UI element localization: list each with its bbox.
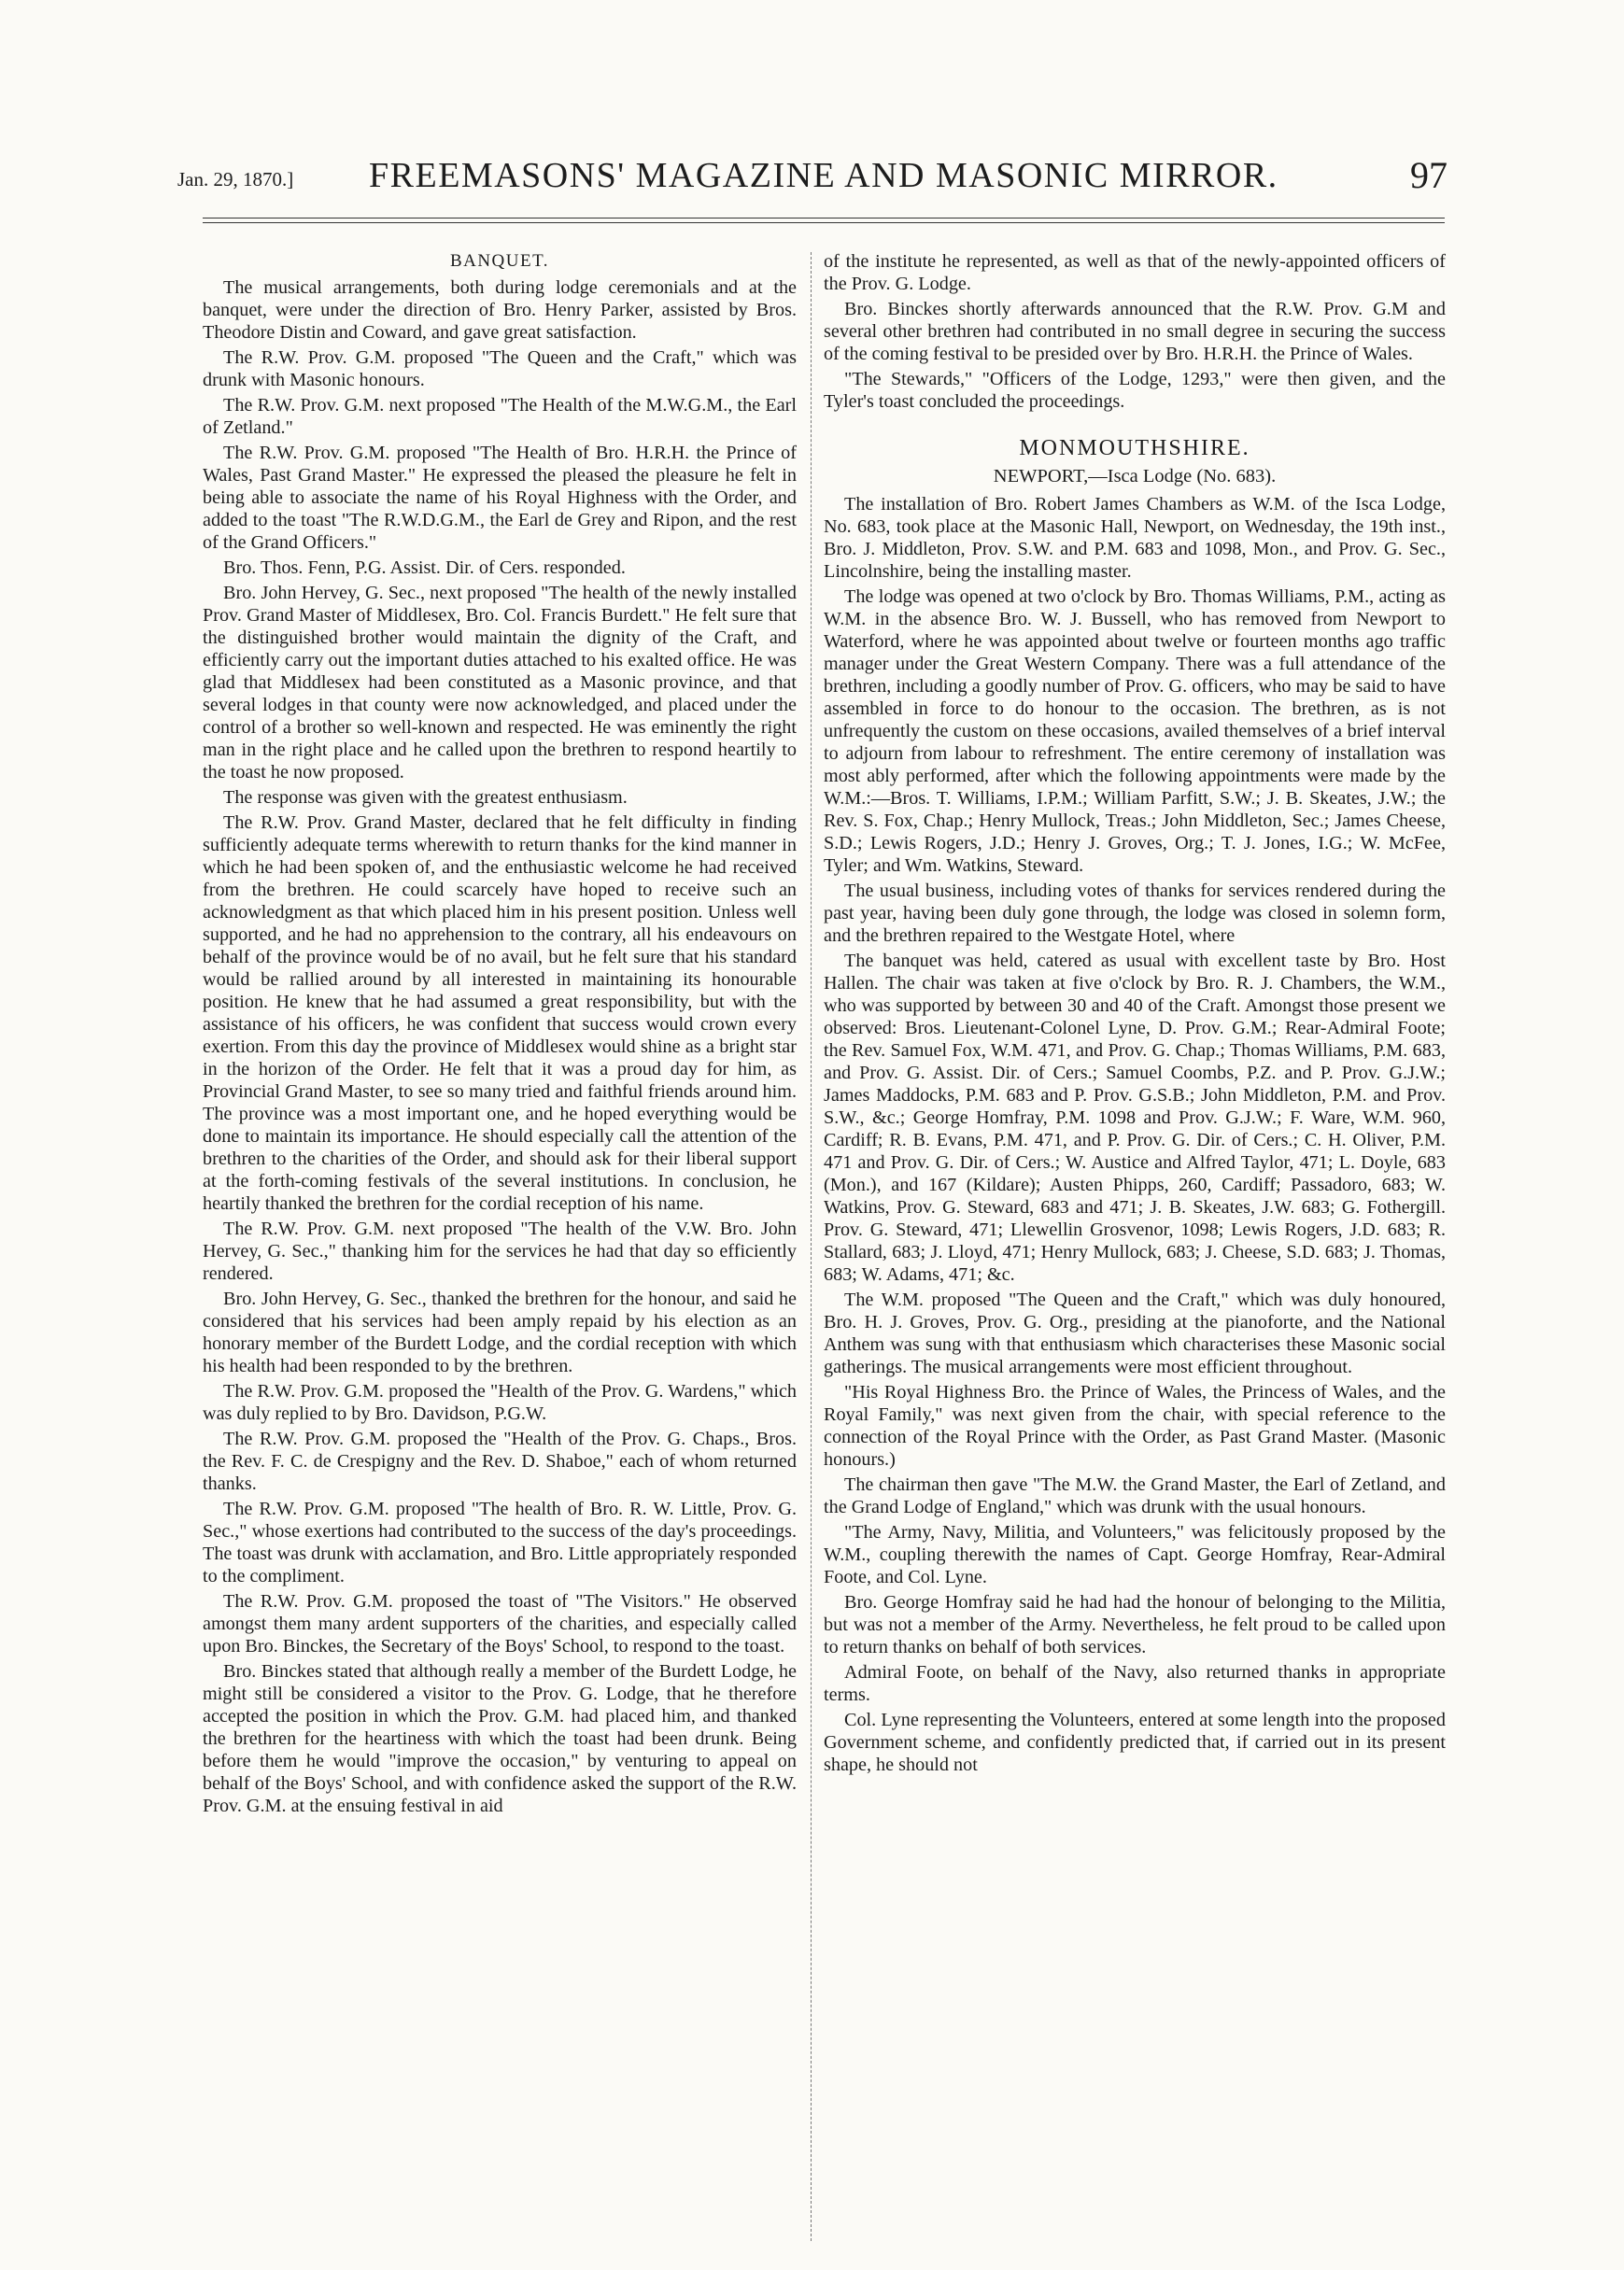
paragraph: The W.M. proposed "The Queen and the Craft," which was duly honoured, Bro. H. J. Groves, Prov. G. Org., presiding at the pianoforte, and the National Anthem was sung with that enthusiasm which characterises these Masonic social gatherings. The musical arrangements were most efficient throughout.	[824, 1290, 1446, 1377]
banquet-heading: BANQUET.	[449, 251, 550, 271]
masthead	[177, 149, 1447, 205]
paragraph: Bro. George Homfray said he had had the honour of belonging to the Militia, but was not a member of the Army. Nevertheless, he felt proud to be called upon to return thanks on behalf of both services.	[824, 1592, 1446, 1657]
paragraph: The R.W. Prov. G.M. next proposed "The Health of the M.W.G.M., the Earl of Zetland."	[203, 395, 797, 438]
paragraph: Bro. Binckes shortly afterwards announced that the R.W. Prov. G.M and several other brethren had contributed in no small degree in securing the success of the coming festival to be presided over by Bro. H.R.H. the Prince of Wales.	[824, 299, 1446, 364]
paragraph: The R.W. Prov. G.M. proposed the toast of "The Visitors." He observed amongst them many ardent supporters of the charities, and especially called upon Bro. Binckes, the Secretary of the Boys' School, to respond to the toast.	[203, 1591, 797, 1657]
masthead-rule-top	[203, 218, 1445, 219]
paragraph: The R.W. Prov. Grand Master, declared that he felt difficulty in finding sufficiently adequate terms wherewith to return thanks for the kind manner in which he had been spoken of, and the enthusiastic welcome he had received from the brethren. He could scarcely have hoped to receive such an acknowledgment as that which placed him in his present position. Unless well supported, and he had no apprehension to the contrary, all his endeavours on behalf of the province would be of no avail, but he felt sure that his standard would be rallied around by all interested in maintaining its honourable position. He knew that he had assumed a great responsibility, but with the assistance of his officers, he was confident that success would crown every exertion. From this day the province of Middlesex would shine as a bright star in the horizon of the Order. He felt that it was a proud day for him, as Provincial Grand Master, to see so many tried and faithful friends around him. The province was a most important one, and he hoped everything would be done to maintain its importance. He should especially call the attention of the brethren to the charities of the Order, and should ask for their liberal support at the forth-coming festivals of the several institutions. In conclusion, he heartily thanked the brethren for the cordial reception of his name.	[203, 812, 797, 1214]
right-column	[824, 250, 1446, 1779]
paragraph: "The Stewards," "Officers of the Lodge, 1293," were then given, and the Tyler's toast concluded the proceedings.	[824, 369, 1446, 412]
paragraph: of the institute he represented, as well as that of the newly-appointed officers of the Prov. G. Lodge.	[824, 251, 1446, 294]
paragraph: The banquet was held, catered as usual with excellent taste by Bro. Host Hallen. The chair was taken at five o'clock by Bro. R. J. Chambers, the W.M., who was supported by between 30 and 40 of the Craft. Amongst those present we observed: Bros. Lieutenant-Colonel Lyne, D. Prov. G.M.; Rear-Admiral Foote; the Rev. Samuel Fox, W.M. 471, and Prov. G. Chap.; Thomas Williams, P.M. 683, and Prov. G. Assist. Dir. of Cers.; Samuel Coombs, P.Z. and P. Prov. G.J.W.; James Maddocks, P.M. 683 and P. Prov. G.S.B.; John Middleton, P.M. and Prov. S.W., &c.; George Homfray, P.M. 1098 and Prov. G.J.W.; F. Ware, W.M. 960, Cardiff; R. B. Evans, P.M. 471, and P. Prov. G. Dir. of Cers.; C. H. Oliver, P.M. 471 and Prov. G. Dir. of Cers.; W. Austice and Alfred Taylor, 471; L. Doyle, 683 (Mon.), and 167 (Kildare); Austen Phipps, 260, Cardiff; Passadoro, 683; W. Watkins, Prov. G. Steward, 683 and 471; J. B. Skeates, J.W. 683; G. Fothergill. Prov. G. Steward, 471; Llewellin Grosvenor, 1098; Lewis Rogers, J.D. 683; R. Stallard, 683; J. Lloyd, 471; Henry Mullock, 683; J. Cheese, S.D. 683; J. Thomas, 683; W. Adams, 471; &c.	[824, 951, 1446, 1285]
left-column	[203, 250, 797, 1820]
paragraph: The R.W. Prov. G.M. proposed "The Queen and the Craft," which was drunk with Masonic honours.	[203, 347, 797, 390]
paragraph: Bro. Binckes stated that although really a member of the Burdett Lodge, he might still be considered a visitor to the Prov. G. Lodge, that he therefore accepted the position in which the Prov. G.M. had placed him, and thanked the brethren for the heartiness with which the toast had been drunk. Being before them he would "improve the occasion," by venturing to appeal on behalf of the Boys' School, and with confidence asked the support of the R.W. Prov. G.M. at the ensuing festival in aid	[203, 1661, 797, 1816]
paragraph: The R.W. Prov. G.M. next proposed "The health of the V.W. Bro. John Hervey, G. Sec.," thanking him for the services he had that day so efficiently rendered.	[203, 1219, 797, 1284]
paragraph: The R.W. Prov. G.M. proposed "The Health of Bro. H.R.H. the Prince of Wales, Past Grand Master." He expressed the pleased the pleasure he felt in being able to associate the name of his Royal Highness with the Order, and added to the toast "The R.W.D.G.M., the Earl de Grey and Ripon, and the rest of the Grand Officers."	[203, 443, 797, 553]
paragraph: Col. Lyne representing the Volunteers, entered at some length into the proposed Government scheme, and confidently predicted that, if carried out in its present shape, he should not	[824, 1710, 1446, 1775]
masthead-rule-bottom	[203, 222, 1445, 223]
paragraph: Bro. John Hervey, G. Sec., thanked the brethren for the honour, and said he considered that his services had been amply repaid by his election as an honorary member of the Burdett Lodge, and the cordial reception with which his health had been responded to by the brethren.	[203, 1289, 797, 1376]
paragraph: The R.W. Prov. G.M. proposed the "Health of the Prov. G. Wardens," which was duly replied to by Bro. Davidson, P.G.W.	[203, 1381, 797, 1424]
paragraph: The R.W. Prov. G.M. proposed "The health of Bro. R. W. Little, Prov. G. Sec.," whose exertions had contributed to the success of the day's proceedings. The toast was drunk with acclamation, and Bro. Little appropriately responded to the compliment.	[203, 1499, 797, 1586]
paragraph: The musical arrangements, both during lodge ceremonials and at the banquet, were under the direction of Bro. Henry Parker, assisted by Bros. Theodore Distin and Coward, and gave great satisfaction.	[203, 277, 797, 343]
lodge-subheading: NEWPORT,—Isca Lodge (No. 683).	[993, 466, 1277, 486]
publication-title: FREEMASONS' MAGAZINE AND MASONIC MIRROR.	[369, 156, 1278, 195]
paragraph: Admiral Foote, on behalf of the Navy, also returned thanks in appropriate terms.	[824, 1662, 1446, 1705]
paragraph: The R.W. Prov. G.M. proposed the "Health of the Prov. G. Chaps., Bros. the Rev. F. C. de Crespigny and the Rev. D. Shaboe," each of whom returned thanks.	[203, 1429, 797, 1494]
section-heading: MONMOUTHSHIRE.	[1019, 436, 1250, 460]
paragraph: Bro. Thos. Fenn, P.G. Assist. Dir. of Cers. responded.	[223, 557, 626, 578]
paragraph: "The Army, Navy, Militia, and Volunteers," was felicitously proposed by the W.M., coupling therewith the names of Capt. George Homfray, Rear-Admiral Foote, and Col. Lyne.	[824, 1522, 1446, 1587]
paragraph: The usual business, including votes of thanks for services rendered during the past year, having been duly gone through, the lodge was closed in solemn form, and the brethren repaired to the Westgate Hotel, where	[824, 881, 1446, 946]
paragraph: Bro. John Hervey, G. Sec., next proposed "The health of the newly installed Prov. Grand Master of Middlesex, Bro. Col. Francis Burdett." He felt sure that the distinguished brother would maintain the dignity of the Craft, and efficiently carry out the important duties attached to his exalted office. He was glad that Middlesex had been constituted as a Masonic province, and that several lodges in that county were now acknowledged, and placed under the control of a brother so well-known and respected. He was eminently the right man in the right place and he called upon the brethren to respond heartily to the toast he now proposed.	[203, 583, 797, 783]
paragraph: The response was given with the greatest enthusiasm.	[223, 787, 628, 808]
paragraph: The chairman then gave "The M.W. the Grand Master, the Earl of Zetland, and the Grand Lodge of England," which was drunk with the usual honours.	[824, 1474, 1446, 1517]
paragraph: "His Royal Highness Bro. the Prince of Wales, the Princess of Wales, and the Royal Family," was next given from the chair, with special reference to the connection of the Royal Prince with the Order, as Past Grand Master. (Masonic honours.)	[824, 1382, 1446, 1470]
paragraph: The installation of Bro. Robert James Chambers as W.M. of the Isca Lodge, No. 683, took place at the Masonic Hall, Newport, on Wednesday, the 19th inst., Bro. J. Middleton, Prov. S.W. and P.M. 683 and 1098, Mon., and Prov. G. Sec., Lincolnshire, being the installing master.	[824, 494, 1446, 582]
column-divider	[811, 252, 812, 2241]
paragraph: The lodge was opened at two o'clock by Bro. Thomas Williams, P.M., acting as W.M. in the absence Bro. W. J. Bussell, who has removed from Newport to Waterford, where he was appointed about twelve or fourteen months ago traffic manager under the Great Western Company. There was a full attendance of the brethren, including a goodly number of Prov. G. officers, who may be said to have assembled in force to do honour to the occasion. The brethren, as is not unfrequently the custom on these occasions, availed themselves of a brief interval to adjourn from labour to refreshment. The entire ceremony of installation was most ably performed, after which the following appointments were made by the W.M.:—Bros. T. Williams, I.P.M.; William Parfitt, S.W.; J. B. Skeates, J.W.; the Rev. S. Fox, Chap.; Henry Mullock, Treas.; John Middleton, Sec.; James Cheese, S.D.; Lewis Rogers, J.D.; Henry J. Groves, Org.; T. J. Jones, I.G.; W. McFee, Tyler; and Wm. Watkins, Steward.	[824, 586, 1446, 876]
page-number: 97	[1410, 154, 1447, 196]
issue-date: Jan. 29, 1870.]	[177, 168, 294, 190]
